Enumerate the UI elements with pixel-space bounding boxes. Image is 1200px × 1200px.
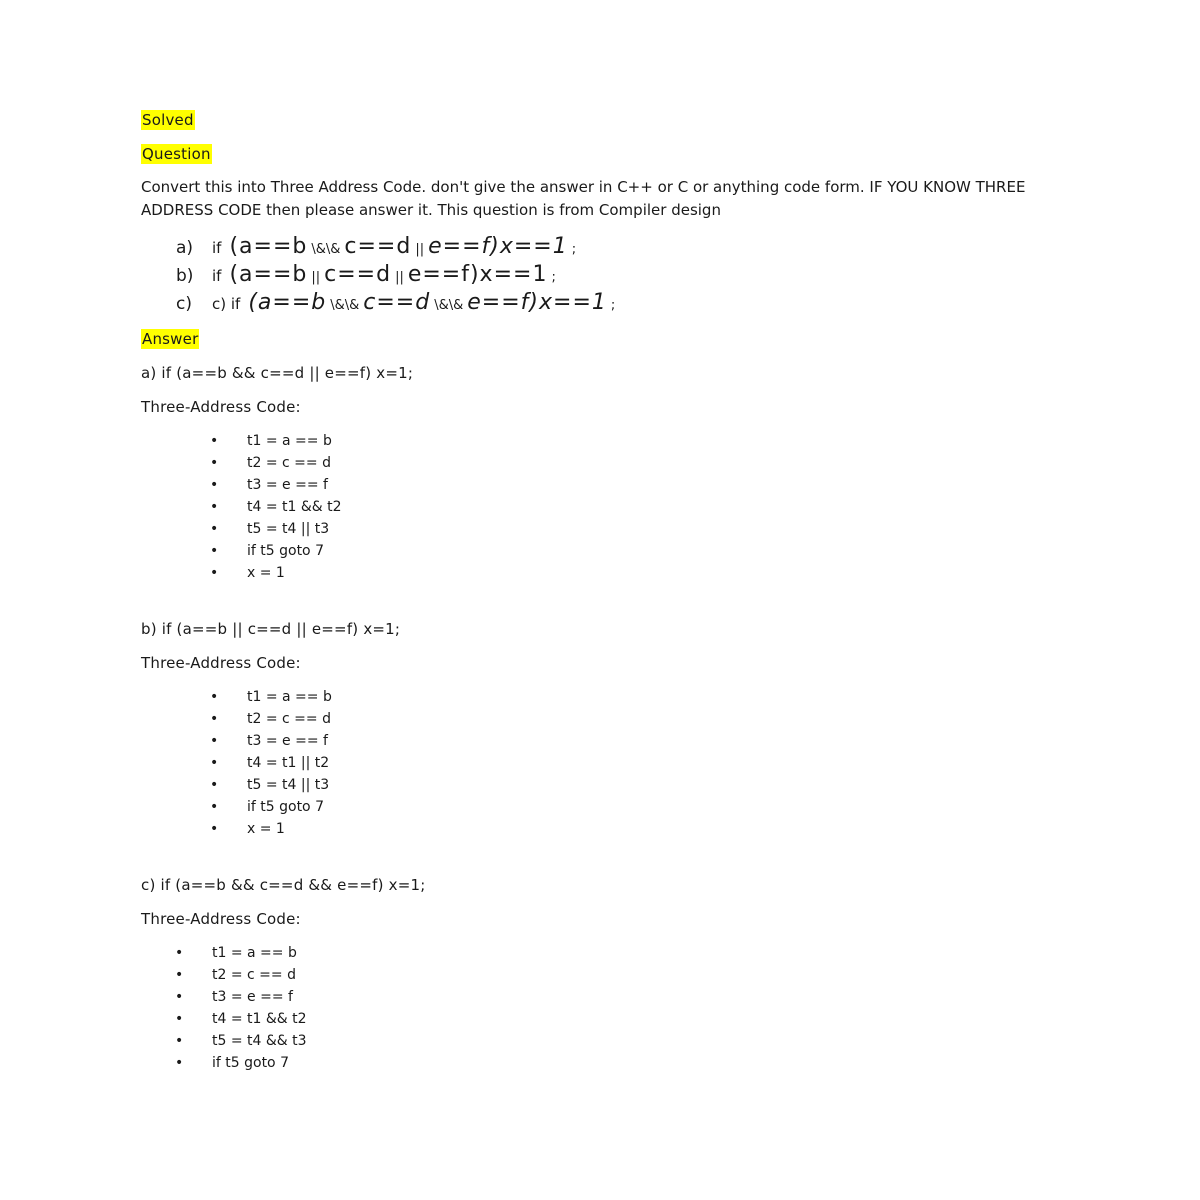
code-line-text: x = 1 bbox=[247, 821, 285, 837]
code-line-text: t3 = e == f bbox=[247, 733, 328, 749]
code-line bbox=[210, 430, 342, 452]
expr-lhs: (a==b bbox=[229, 262, 308, 287]
bullet-icon: • bbox=[175, 1033, 184, 1049]
question-item-letter: a) bbox=[176, 238, 194, 258]
code-line bbox=[210, 730, 332, 752]
code-line bbox=[210, 796, 332, 818]
bullet-icon: • bbox=[210, 543, 219, 559]
code-line bbox=[175, 942, 307, 964]
question-expression bbox=[248, 290, 619, 315]
expr-rhs: e==f)x==1 bbox=[407, 262, 548, 287]
expr-op2: \&\& bbox=[434, 298, 464, 313]
code-line bbox=[210, 708, 332, 730]
expr-semi: ; bbox=[610, 298, 616, 313]
question-expression bbox=[229, 262, 559, 287]
code-line-text: t2 = c == d bbox=[247, 711, 331, 727]
answer-c-heading: c) if (a==b && c==d && e==f) x=1; bbox=[141, 876, 426, 894]
code-line bbox=[210, 752, 332, 774]
code-line-text: t5 = t4 || t3 bbox=[247, 521, 330, 537]
code-line bbox=[210, 496, 342, 518]
expr-rhs: e==f)x==1 bbox=[467, 290, 607, 315]
bullet-icon: • bbox=[175, 967, 184, 983]
bullet-icon: • bbox=[210, 689, 219, 705]
bullet-icon: • bbox=[210, 821, 219, 837]
bullet-icon: • bbox=[210, 777, 219, 793]
code-line bbox=[175, 1052, 307, 1074]
bullet-icon: • bbox=[210, 755, 219, 771]
bullet-icon: • bbox=[175, 1011, 184, 1027]
code-line-text: t1 = a == b bbox=[212, 945, 297, 961]
question-item-prefix: if bbox=[212, 239, 222, 257]
question-item-prefix: if bbox=[212, 267, 222, 285]
answer-b-heading: b) if (a==b || c==d || e==f) x=1; bbox=[141, 620, 401, 638]
code-line bbox=[175, 986, 307, 1008]
code-line bbox=[210, 518, 342, 540]
code-line-text: t5 = t4 || t3 bbox=[247, 777, 330, 793]
solved-label: Solved bbox=[142, 111, 194, 129]
answer-b-tac-label: Three-Address Code: bbox=[141, 654, 301, 672]
code-line-text: if t5 goto 7 bbox=[247, 799, 324, 815]
code-line-text: t1 = a == b bbox=[247, 433, 332, 449]
code-line bbox=[175, 1030, 307, 1052]
bullet-icon: • bbox=[175, 1055, 184, 1071]
bullet-icon: • bbox=[175, 989, 184, 1005]
expr-op1: || bbox=[311, 270, 321, 285]
bullet-icon: • bbox=[210, 733, 219, 749]
bullet-icon: • bbox=[210, 799, 219, 815]
question-label: Question bbox=[142, 145, 211, 163]
answer-a-heading: a) if (a==b && c==d || e==f) x=1; bbox=[141, 364, 414, 382]
code-line-text: t5 = t4 && t3 bbox=[212, 1033, 307, 1049]
bullet-icon: • bbox=[210, 499, 219, 515]
answer-a-tac-label: Three-Address Code: bbox=[141, 398, 301, 416]
code-line bbox=[210, 774, 332, 796]
code-line bbox=[210, 818, 332, 840]
code-line bbox=[210, 540, 342, 562]
code-line-text: t1 = a == b bbox=[247, 689, 332, 705]
code-line bbox=[210, 686, 332, 708]
answer-c-tac-label: Three-Address Code: bbox=[141, 910, 301, 928]
expr-rhs: e==f)x==1 bbox=[428, 234, 568, 259]
expr-op1: \&\& bbox=[330, 298, 360, 313]
code-line-text: t4 = t1 || t2 bbox=[247, 755, 330, 771]
code-line bbox=[210, 474, 342, 496]
expr-semi: ; bbox=[551, 270, 556, 285]
question-item-prefix: c) if bbox=[212, 295, 241, 313]
expr-op2: || bbox=[395, 270, 404, 285]
answer-a-code-list bbox=[210, 430, 342, 584]
bullet-icon: • bbox=[210, 521, 219, 537]
expr-lhs: (a==b bbox=[229, 234, 308, 259]
code-line-text: t3 = e == f bbox=[247, 477, 328, 493]
bullet-icon: • bbox=[210, 477, 219, 493]
expr-op1: \&\& bbox=[311, 242, 341, 257]
question-item-c bbox=[176, 290, 619, 315]
expr-mid: c==d bbox=[363, 290, 431, 315]
expr-mid: c==d bbox=[324, 262, 392, 287]
code-line-text: t2 = c == d bbox=[247, 455, 331, 471]
bullet-icon: • bbox=[175, 945, 184, 961]
question-text: Convert this into Three Address Code. don't give the answer in C++ or C or anything code form. IF YOU KNOW THREE ADDRESS CODE then please answer it. This question is from Compiler design bbox=[141, 178, 1026, 219]
answer-label: Answer bbox=[142, 330, 199, 348]
question-item-b bbox=[176, 262, 560, 287]
question-expression bbox=[229, 234, 580, 259]
bullet-icon: • bbox=[210, 565, 219, 581]
code-line-text: t3 = e == f bbox=[212, 989, 293, 1005]
code-line-text: t4 = t1 && t2 bbox=[247, 499, 342, 515]
bullet-icon: • bbox=[210, 455, 219, 471]
code-line-text: if t5 goto 7 bbox=[212, 1055, 289, 1071]
code-line bbox=[175, 964, 307, 986]
question-item-a bbox=[176, 234, 580, 259]
code-line-text: t4 = t1 && t2 bbox=[212, 1011, 307, 1027]
bullet-icon: • bbox=[210, 711, 219, 727]
bullet-icon: • bbox=[210, 433, 219, 449]
question-item-letter: c) bbox=[176, 294, 192, 314]
expr-mid: c==d bbox=[344, 234, 412, 259]
answer-b-code-list bbox=[210, 686, 332, 840]
code-line-text: t2 = c == d bbox=[212, 967, 296, 983]
code-line bbox=[210, 452, 342, 474]
answer-c-code-list bbox=[175, 942, 307, 1074]
code-line bbox=[175, 1008, 307, 1030]
code-line-text: x = 1 bbox=[247, 565, 285, 581]
code-line-text: if t5 goto 7 bbox=[247, 543, 324, 559]
expr-semi: ; bbox=[571, 242, 577, 257]
code-line bbox=[210, 562, 342, 584]
question-item-letter: b) bbox=[176, 266, 194, 286]
expr-op2: || bbox=[415, 242, 425, 257]
expr-lhs: (a==b bbox=[248, 290, 327, 315]
